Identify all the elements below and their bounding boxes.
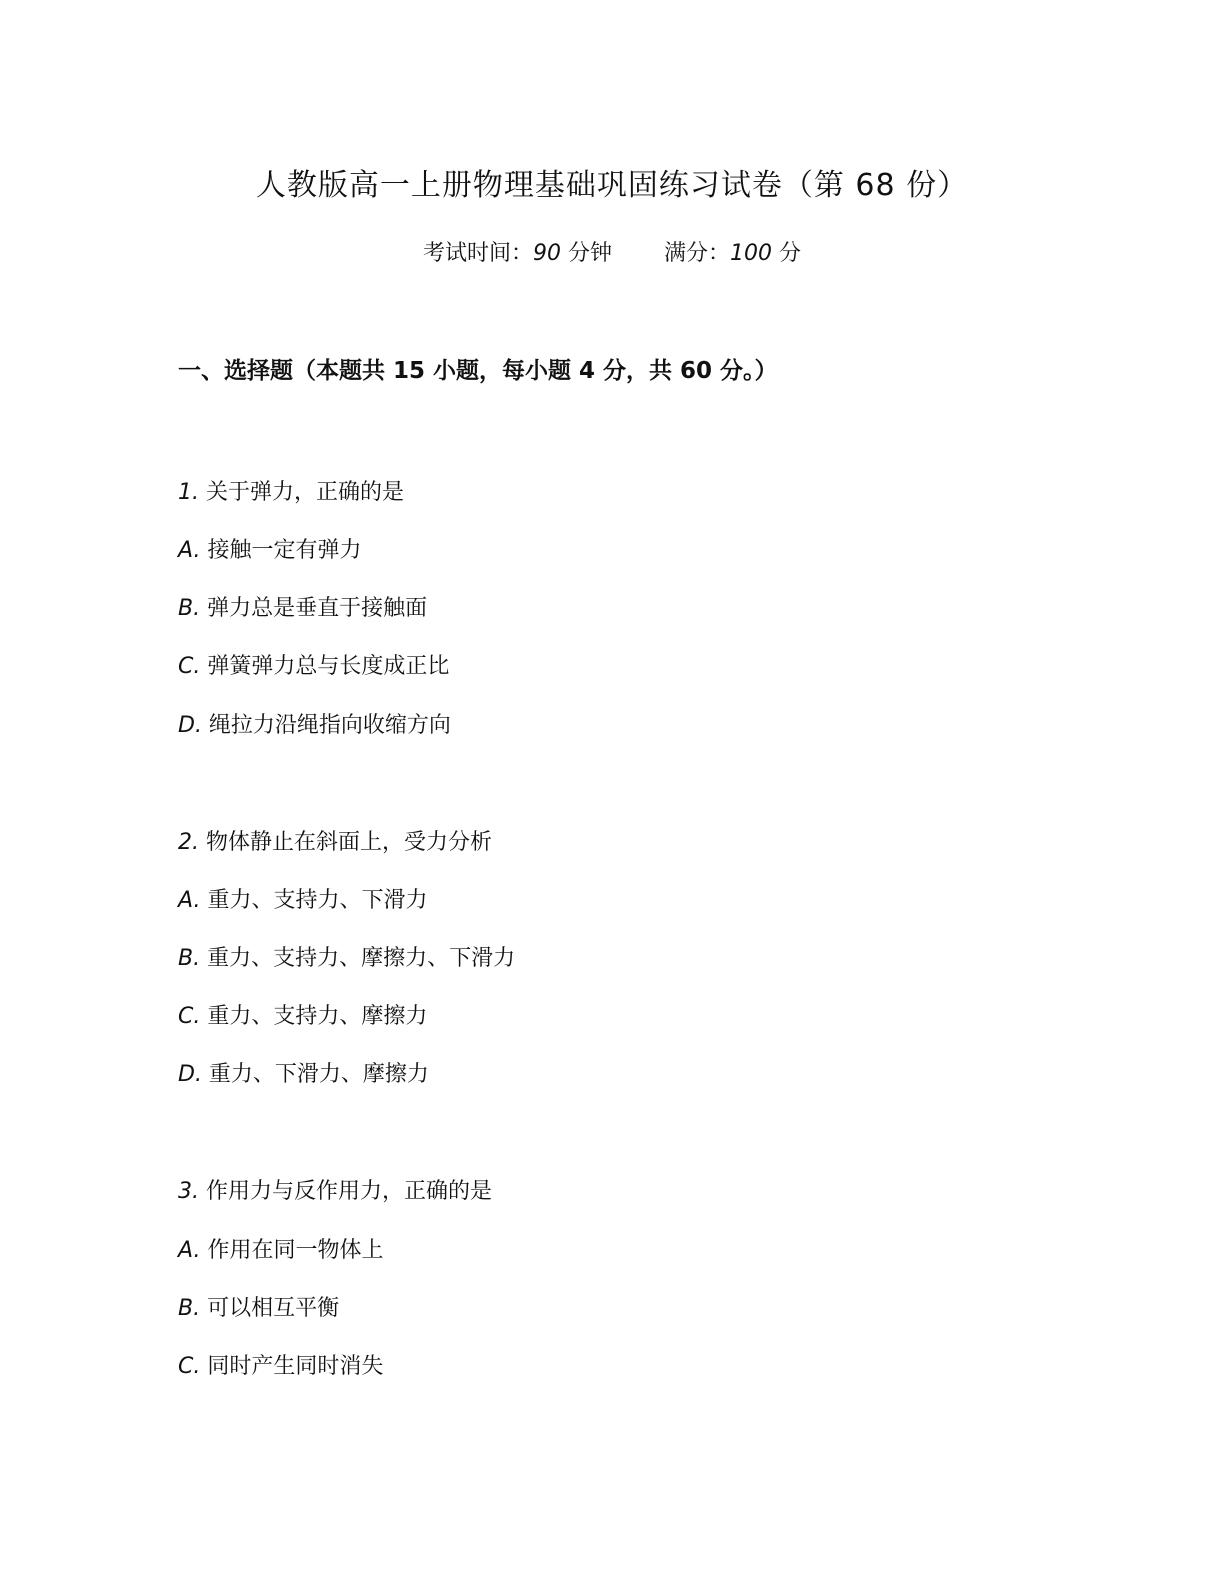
option-item [178, 1057, 429, 1088]
score-label: 满分： [664, 241, 731, 266]
option-label: D. [178, 713, 202, 738]
question-number: 3. [178, 1179, 199, 1204]
option-label: A. [178, 538, 201, 563]
option-item [178, 883, 427, 914]
option-text: 同时产生同时消失 [200, 1354, 384, 1379]
question-stem [178, 825, 492, 856]
option-item [178, 999, 427, 1030]
section-heading: 一、选择题（本题共 15 小题，每小题 4 分，共 60 分。） [178, 358, 778, 384]
question-stem [178, 1174, 492, 1205]
question-stem [178, 475, 404, 506]
time-value: 90 [533, 241, 561, 266]
option-text: 作用在同一物体上 [200, 1238, 384, 1263]
time-unit: 分钟 [561, 241, 612, 266]
option-text: 重力、支持力、摩擦力、下滑力 [200, 946, 516, 971]
option-label: B. [178, 946, 201, 971]
option-item [178, 591, 427, 622]
question-number: 1. [178, 480, 199, 505]
option-text: 重力、支持力、摩擦力 [200, 1004, 428, 1029]
score-unit: 分 [772, 241, 802, 266]
question-number: 2. [178, 830, 199, 855]
question-text: 物体静止在斜面上，受力分析 [199, 830, 492, 855]
score-value: 100 [730, 241, 773, 266]
option-item [178, 533, 361, 564]
option-item [178, 708, 451, 739]
option-text: 重力、下滑力、摩擦力 [201, 1062, 429, 1087]
option-label: B. [178, 596, 201, 621]
option-text: 弹力总是垂直于接触面 [200, 596, 428, 621]
exam-info [0, 236, 1224, 267]
option-text: 绳拉力沿绳指向收缩方向 [201, 713, 451, 738]
option-label: C. [178, 1004, 201, 1029]
page-title: 人教版高一上册物理基础巩固练习试卷（第 68 份） [255, 168, 969, 203]
option-item [178, 649, 449, 680]
option-item [178, 1233, 383, 1264]
option-label: B. [178, 1296, 201, 1321]
option-text: 重力、支持力、下滑力 [200, 888, 428, 913]
option-item [178, 1291, 339, 1322]
option-item [178, 941, 515, 972]
option-text: 接触一定有弹力 [200, 538, 362, 563]
option-label: A. [178, 888, 201, 913]
option-label: D. [178, 1062, 202, 1087]
option-label: C. [178, 1354, 201, 1379]
option-label: C. [178, 654, 201, 679]
option-text: 弹簧弹力总与长度成正比 [200, 654, 450, 679]
option-label: A. [178, 1238, 201, 1263]
option-item [178, 1349, 383, 1380]
time-label: 考试时间： [422, 241, 533, 266]
question-text: 关于弹力，正确的是 [199, 480, 404, 505]
question-text: 作用力与反作用力，正确的是 [199, 1179, 492, 1204]
option-text: 可以相互平衡 [200, 1296, 340, 1321]
